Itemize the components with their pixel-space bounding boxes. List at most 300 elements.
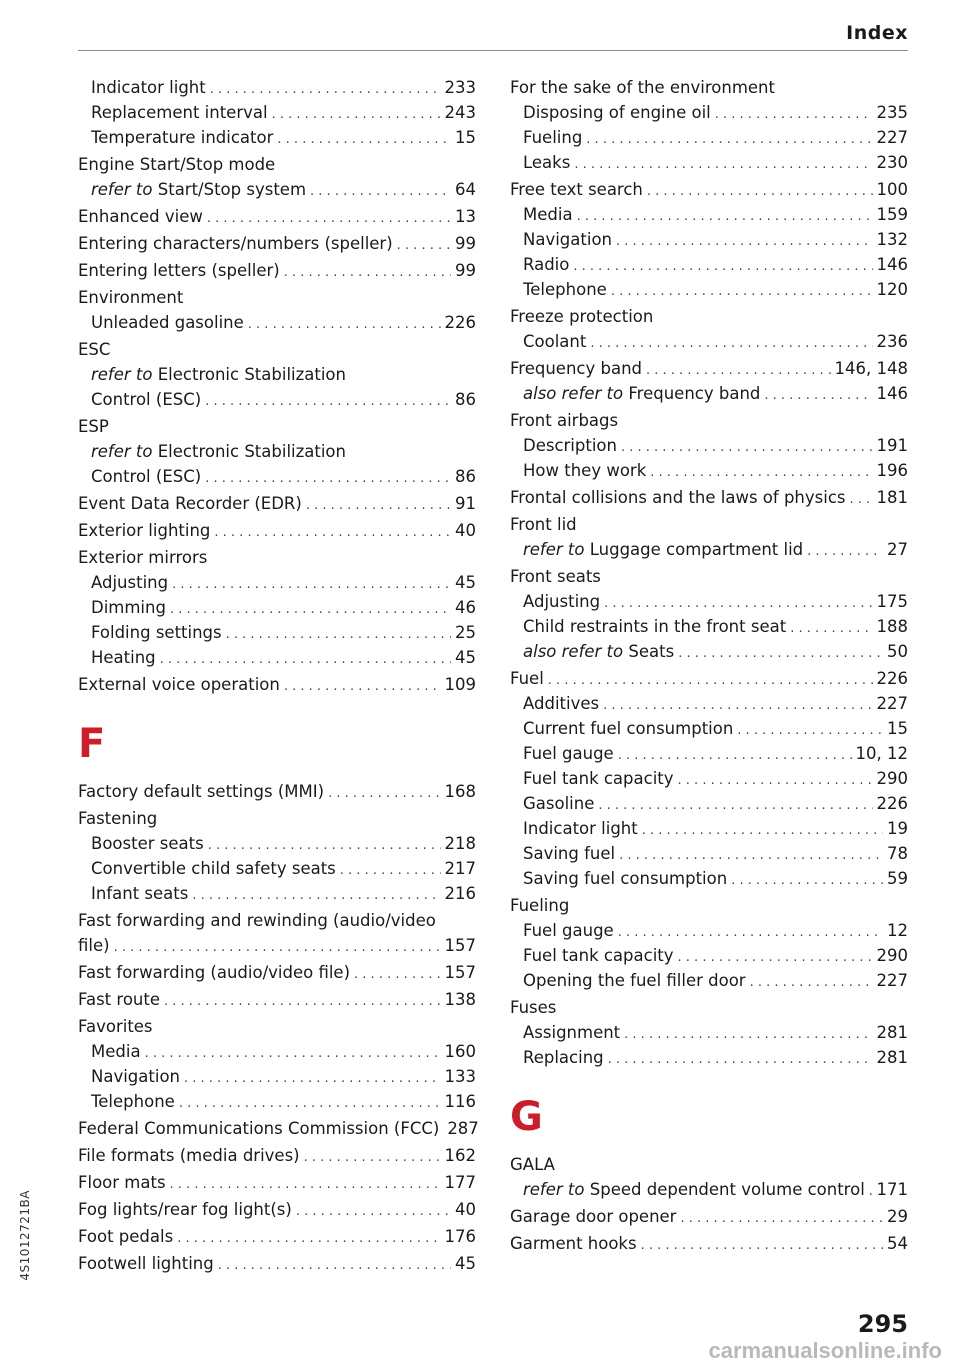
page-reference: 168 — [444, 782, 476, 801]
entry-term: Garment hooks — [510, 1234, 637, 1253]
page-section-title: Index — [846, 22, 908, 44]
dot-leader — [205, 389, 451, 414]
index-subentry — [510, 150, 908, 175]
page-reference: 99 — [455, 234, 476, 253]
entry-term: Navigation — [91, 1067, 180, 1086]
entry-text — [523, 866, 727, 891]
page-reference: 46 — [455, 598, 476, 617]
entry-text — [523, 691, 599, 716]
entry-term: Entering letters (speller) — [78, 261, 280, 280]
page-reference: 40 — [455, 521, 476, 540]
entry-text — [523, 614, 786, 639]
entry-term: Booster seats — [91, 834, 204, 853]
page-reference: 290 — [876, 769, 908, 788]
entry-text — [78, 1251, 214, 1276]
dot-leader — [177, 1226, 440, 1251]
index-subentry — [78, 125, 476, 150]
index-subentry — [510, 329, 908, 354]
index-subentry — [510, 741, 908, 766]
dot-leader — [646, 358, 831, 383]
page-reference: 175 — [876, 592, 908, 611]
entry-text — [78, 1116, 439, 1141]
entry-text — [523, 791, 594, 816]
entry-term: Foot pedals — [78, 1227, 174, 1246]
page-reference: 216 — [444, 884, 476, 903]
index-subentry — [510, 100, 908, 125]
page-reference: 290 — [876, 946, 908, 965]
dot-leader — [680, 1206, 883, 1231]
dot-leader — [310, 179, 451, 204]
entry-term: Indicator light — [91, 78, 206, 97]
index-entry — [78, 933, 476, 958]
entry-term: Frequency band — [628, 384, 761, 403]
entry-text — [78, 987, 160, 1012]
entry-text — [91, 856, 336, 881]
section-letter: F — [78, 721, 106, 767]
index-entry — [510, 995, 908, 1020]
index-subentry — [510, 918, 908, 943]
entry-text — [523, 100, 711, 125]
dot-leader — [764, 383, 872, 408]
entry-term: Replacing — [523, 1048, 604, 1067]
dot-leader — [172, 572, 451, 597]
entry-term: Radio — [523, 255, 570, 274]
dot-leader — [650, 460, 872, 485]
cross-reference-prefix: refer to — [91, 442, 153, 461]
entry-text — [523, 537, 803, 562]
index-subentry — [510, 691, 908, 716]
cross-reference-prefix: also refer to — [523, 642, 624, 661]
page-reference: 226 — [876, 669, 908, 688]
entry-term: Speed dependent volume control — [589, 1180, 865, 1199]
index-subentry — [78, 177, 476, 202]
header-divider — [78, 50, 908, 51]
index-subentry — [78, 1039, 476, 1064]
page-reference: 146 — [876, 255, 908, 274]
entry-term: Convertible child safety seats — [91, 859, 336, 878]
entry-term: Footwell lighting — [78, 1254, 214, 1273]
entry-term: Leaks — [523, 153, 571, 172]
index-entry — [78, 779, 476, 804]
dot-leader — [340, 858, 441, 883]
index-entry — [78, 1116, 479, 1141]
index-entry — [78, 414, 476, 439]
entry-text — [78, 933, 110, 958]
entry-term: Telephone — [523, 280, 607, 299]
entry-term: Folding settings — [91, 623, 222, 642]
entry-term: Federal Communications Commission (FCC) — [78, 1119, 440, 1138]
index-subentry — [510, 381, 908, 406]
dot-leader — [618, 743, 852, 768]
dot-leader — [715, 102, 873, 127]
dot-leader — [590, 331, 872, 356]
index-subentry — [78, 595, 476, 620]
entry-term: Fueling — [510, 896, 570, 915]
entry-text — [91, 464, 201, 489]
cross-reference-prefix: refer to — [523, 1180, 585, 1199]
dot-leader — [192, 883, 440, 908]
dot-leader — [869, 1179, 873, 1204]
entry-text — [78, 806, 157, 831]
entry-term: ESC — [78, 340, 111, 359]
index-subentry — [78, 881, 476, 906]
page-reference: 13 — [455, 207, 476, 226]
entry-term: Navigation — [523, 230, 612, 249]
index-subentry — [510, 227, 908, 252]
dot-leader — [208, 833, 441, 858]
dot-leader — [618, 920, 883, 945]
entry-text — [523, 202, 573, 227]
index-entry — [78, 231, 476, 256]
page-reference: 19 — [887, 819, 908, 838]
index-subentry — [78, 387, 476, 412]
index-subentry — [78, 75, 476, 100]
index-entry — [78, 491, 476, 516]
dot-leader — [604, 591, 872, 616]
page-reference: 157 — [444, 963, 476, 982]
page-reference: 50 — [887, 642, 908, 661]
dot-leader — [214, 520, 451, 545]
dot-leader — [737, 718, 883, 743]
entry-term: Front seats — [510, 567, 601, 586]
entry-text — [523, 589, 600, 614]
index-subentry — [510, 791, 908, 816]
dot-leader — [574, 152, 872, 177]
page-reference: 40 — [455, 1200, 476, 1219]
index-subentry — [78, 645, 476, 670]
entry-text — [78, 1224, 173, 1249]
dot-leader — [603, 693, 872, 718]
entry-text — [78, 285, 183, 310]
dot-leader — [611, 279, 873, 304]
dot-leader — [642, 818, 883, 843]
entry-term: Exterior lighting — [78, 521, 211, 540]
entry-text — [91, 362, 346, 387]
index-subentry — [510, 277, 908, 302]
entry-term: Fuel — [510, 669, 544, 688]
entry-term: Enhanced view — [78, 207, 203, 226]
index-subentry — [510, 766, 908, 791]
index-entry — [78, 518, 476, 543]
page-reference: 227 — [876, 971, 908, 990]
dot-leader — [218, 1253, 451, 1278]
page-reference: 12 — [887, 921, 908, 940]
page-reference: 235 — [876, 103, 908, 122]
index-entry — [78, 1224, 476, 1249]
entry-text — [523, 1177, 865, 1202]
entry-term: Free text search — [510, 180, 643, 199]
entry-term: Factory default settings (MMI) — [78, 782, 325, 801]
page-reference: 177 — [444, 1173, 476, 1192]
page-reference: 86 — [455, 467, 476, 486]
entry-text — [523, 968, 746, 993]
page-reference: 116 — [444, 1092, 476, 1111]
entry-text — [91, 1089, 175, 1114]
index-subentry — [510, 968, 908, 993]
index-entry — [510, 408, 908, 433]
dot-leader — [548, 668, 873, 693]
entry-term: Start/Stop system — [157, 180, 307, 199]
entry-text — [91, 125, 273, 150]
page-reference: 45 — [455, 648, 476, 667]
entry-text — [523, 277, 607, 302]
entry-text — [91, 1039, 141, 1064]
entry-term: Description — [523, 436, 617, 455]
page-reference: 100 — [876, 180, 908, 199]
entry-term: Fueling — [523, 128, 583, 147]
entry-term: Coolant — [523, 332, 587, 351]
index-entry — [510, 304, 908, 329]
entry-text — [91, 75, 206, 100]
entry-term: Favorites — [78, 1017, 153, 1036]
entry-text — [510, 512, 577, 537]
index-entry — [78, 908, 476, 933]
dot-leader — [621, 435, 873, 460]
entry-text — [78, 414, 109, 439]
index-entry — [78, 1014, 476, 1039]
index-entry — [510, 893, 908, 918]
entry-text — [523, 841, 615, 866]
page-reference: 226 — [876, 794, 908, 813]
page-reference: 162 — [444, 1146, 476, 1165]
page-reference: 64 — [455, 180, 476, 199]
entry-text — [523, 816, 638, 841]
dot-leader — [624, 1022, 872, 1047]
dot-leader — [608, 1047, 873, 1072]
index-entry — [510, 485, 908, 510]
document-code: 4S1012721BA — [18, 1190, 32, 1281]
entry-term: Engine Start/Stop mode — [78, 155, 276, 174]
entry-text — [523, 329, 586, 354]
index-entry — [78, 987, 476, 1012]
entry-text — [78, 337, 110, 362]
index-subentry — [510, 716, 908, 741]
dot-leader — [179, 1091, 441, 1116]
dot-leader — [731, 868, 883, 893]
index-entry — [510, 1152, 908, 1177]
entry-text — [91, 645, 156, 670]
entry-text — [523, 1045, 604, 1070]
index-entry — [78, 204, 476, 229]
entry-term: Current fuel consumption — [523, 719, 734, 738]
entry-term: Environment — [78, 288, 184, 307]
entry-term: Saving fuel consumption — [523, 869, 728, 888]
entry-term: Disposing of engine oil — [523, 103, 711, 122]
index-subentry — [78, 570, 476, 595]
entry-term: Telephone — [91, 1092, 175, 1111]
dot-leader — [277, 127, 451, 152]
dot-leader — [210, 77, 441, 102]
index-entry — [78, 1170, 476, 1195]
page-reference: 10, 12 — [855, 744, 908, 763]
entry-term: Opening the fuel filler door — [523, 971, 746, 990]
dot-leader — [272, 102, 441, 127]
entry-text — [510, 1204, 676, 1229]
entry-term: Saving fuel — [523, 844, 616, 863]
index-entry — [78, 806, 476, 831]
page-reference: 196 — [876, 461, 908, 480]
entry-term: ESP — [78, 417, 109, 436]
page-reference: 29 — [887, 1207, 908, 1226]
page-reference: 120 — [876, 280, 908, 299]
index-subentry — [510, 537, 908, 562]
entry-text — [78, 1143, 300, 1168]
page-reference: 191 — [876, 436, 908, 455]
entry-text — [510, 485, 846, 510]
dot-leader — [750, 970, 873, 995]
page-reference: 181 — [876, 488, 908, 507]
page-reference: 287 — [447, 1119, 479, 1138]
page-reference: 45 — [455, 573, 476, 592]
entry-term: Unleaded gasoline — [91, 313, 244, 332]
dot-leader — [296, 1199, 451, 1224]
page-reference: 233 — [444, 78, 476, 97]
entry-text — [91, 881, 188, 906]
index-subentry — [78, 856, 476, 881]
entry-term: Fuel gauge — [523, 744, 614, 763]
page-reference: 226 — [444, 313, 476, 332]
entry-term: Control (ESC) — [91, 467, 202, 486]
index-entry — [78, 545, 476, 570]
entry-text — [523, 433, 617, 458]
entry-text — [510, 666, 544, 691]
page-reference: 15 — [887, 719, 908, 738]
index-subentry — [78, 620, 476, 645]
index-subentry — [78, 1064, 476, 1089]
index-entry — [510, 1204, 908, 1229]
page-reference: 59 — [887, 869, 908, 888]
index-subentry — [510, 1177, 908, 1202]
page-number: 295 — [857, 1310, 908, 1338]
page-reference: 176 — [444, 1227, 476, 1246]
entry-text — [91, 570, 168, 595]
dot-leader — [205, 466, 451, 491]
page-reference: 86 — [455, 390, 476, 409]
entry-term: Luggage compartment lid — [589, 540, 804, 559]
entry-text — [510, 1231, 637, 1256]
index-subentry — [510, 639, 908, 664]
dot-leader — [790, 616, 872, 641]
dot-leader — [164, 989, 441, 1014]
index-subentry — [78, 1089, 476, 1114]
index-entry — [78, 337, 476, 362]
index-subentry — [78, 464, 476, 489]
dot-leader — [586, 127, 872, 152]
page-reference: 138 — [444, 990, 476, 1009]
page-reference: 54 — [887, 1234, 908, 1253]
entry-text — [523, 252, 569, 277]
index-entry — [510, 356, 908, 381]
entry-term: Frequency band — [510, 359, 642, 378]
dot-leader — [328, 781, 440, 806]
entry-term: Entering characters/numbers (speller) — [78, 234, 393, 253]
page-reference: 146 — [876, 384, 908, 403]
entry-text — [523, 741, 614, 766]
page-reference: 27 — [887, 540, 908, 559]
page-reference: 99 — [455, 261, 476, 280]
index-entry — [510, 75, 908, 100]
entry-term: Front airbags — [510, 411, 619, 430]
dot-leader — [184, 1066, 441, 1091]
index-entry — [510, 177, 908, 202]
page-reference: 281 — [876, 1048, 908, 1067]
page-reference: 157 — [444, 936, 476, 955]
dot-leader — [598, 793, 872, 818]
page-reference: 159 — [876, 205, 908, 224]
dot-leader — [616, 229, 873, 254]
page-reference: 171 — [876, 1180, 908, 1199]
entry-text — [78, 204, 203, 229]
entry-text — [91, 310, 244, 335]
entry-text — [78, 152, 275, 177]
entry-term: Garage door opener — [510, 1207, 677, 1226]
entry-term: Frontal collisions and the laws of physics — [510, 488, 846, 507]
dot-leader — [284, 674, 441, 699]
entry-text — [510, 177, 643, 202]
dot-leader — [577, 204, 873, 229]
entry-text — [523, 227, 612, 252]
dot-leader — [170, 597, 451, 622]
index-column-right — [510, 75, 908, 1256]
index-entry — [78, 672, 476, 697]
entry-text — [523, 125, 582, 150]
page-reference: 109 — [444, 675, 476, 694]
entry-term: Fuel tank capacity — [523, 946, 674, 965]
entry-text — [78, 491, 302, 516]
entry-text — [510, 408, 618, 433]
cross-reference-prefix: also refer to — [523, 384, 624, 403]
entry-text — [91, 831, 204, 856]
entry-text — [78, 258, 280, 283]
entry-term: GALA — [510, 1155, 555, 1174]
index-subentry — [510, 252, 908, 277]
entry-text — [510, 75, 775, 100]
entry-text — [78, 1170, 166, 1195]
dot-leader — [170, 1172, 441, 1197]
page-reference: 227 — [876, 694, 908, 713]
entry-term: Infant seats — [91, 884, 189, 903]
page-reference: 230 — [876, 153, 908, 172]
entry-term: Adjusting — [523, 592, 601, 611]
entry-term: Floor mats — [78, 1173, 166, 1192]
entry-term: Freeze protection — [510, 307, 654, 326]
dot-leader — [114, 935, 441, 960]
entry-text — [510, 893, 569, 918]
entry-term: Fuses — [510, 998, 557, 1017]
entry-term: Temperature indicator — [91, 128, 274, 147]
section-letter: G — [510, 1094, 543, 1140]
entry-text — [78, 672, 280, 697]
dot-leader — [678, 768, 873, 793]
dot-leader — [807, 539, 883, 564]
page-reference: 132 — [876, 230, 908, 249]
entry-term: Adjusting — [91, 573, 169, 592]
entry-term: Replacement interval — [91, 103, 268, 122]
dot-leader — [248, 312, 441, 337]
entry-text — [523, 458, 646, 483]
entry-text — [510, 564, 601, 589]
page-reference: 45 — [455, 1254, 476, 1273]
dot-leader — [145, 1041, 441, 1066]
entry-term: Fog lights/rear fog light(s) — [78, 1200, 292, 1219]
dot-leader — [678, 945, 873, 970]
index-entry — [78, 1197, 476, 1222]
entry-text — [510, 995, 556, 1020]
index-entry — [78, 1143, 476, 1168]
entry-text — [523, 918, 614, 943]
entry-term: Fast forwarding (audio/video file) — [78, 963, 351, 982]
entry-term: Fuel gauge — [523, 921, 614, 940]
